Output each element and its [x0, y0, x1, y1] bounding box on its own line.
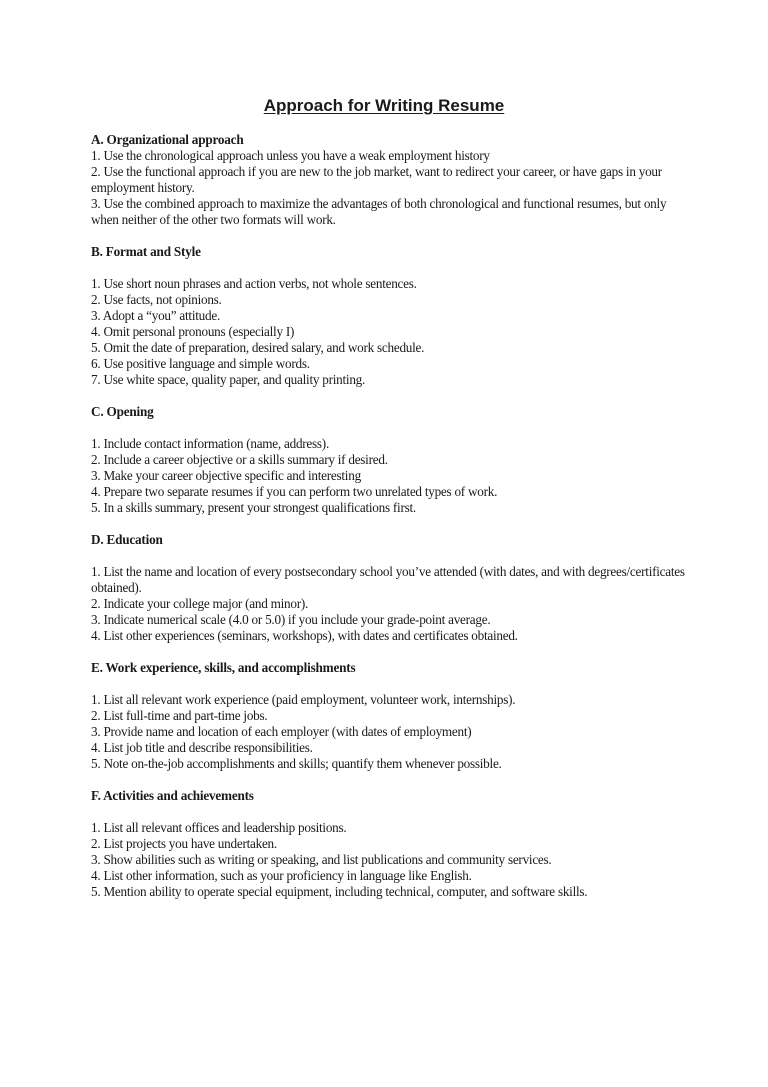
list-item: 1. Use short noun phrases and action verbs, not whole sentences.: [91, 276, 417, 291]
list-item: 2. List projects you have undertaken.: [91, 836, 277, 851]
list-item: 5. Note on-the-job accomplishments and skills; quantify them whenever possible.: [91, 756, 502, 771]
section-format-and-style: [91, 244, 691, 388]
page-title: Approach for Writing Resume: [263, 96, 505, 115]
section-heading: C. Opening: [91, 404, 154, 419]
list-item: 6. Use positive language and simple words.: [91, 356, 310, 371]
list-item: 2. Use the functional approach if you are new to the job market, want to redirect your career, or have gaps in your employment history.: [91, 164, 662, 195]
section-heading: F. Activities and achievements: [91, 788, 254, 803]
list-item: 3. Adopt a “you” attitude.: [91, 308, 221, 323]
list-item: 2. Use facts, not opinions.: [91, 292, 222, 307]
list-item: 3. Provide name and location of each employer (with dates of employment): [91, 724, 472, 739]
list-item: 4. List other information, such as your proficiency in language like English.: [91, 868, 472, 883]
list-item: 5. In a skills summary, present your strongest qualifications first.: [91, 500, 416, 515]
list-item: 1. Use the chronological approach unless you have a weak employment history: [91, 148, 490, 163]
list-item: 7. Use white space, quality paper, and quality printing.: [91, 372, 366, 387]
list-item: 5. Omit the date of preparation, desired salary, and work schedule.: [91, 340, 425, 355]
list-item: 3. Indicate numerical scale (4.0 or 5.0) if you include your grade-point average.: [91, 612, 491, 627]
list-item: 3. Show abilities such as writing or speaking, and list publications and community services.: [91, 852, 552, 867]
section-heading: B. Format and Style: [91, 244, 201, 259]
list-item: 3. Make your career objective specific and interesting: [91, 468, 361, 483]
list-item: 3. Use the combined approach to maximize the advantages of both chronological and functional resumes, but only when neither of the other two formats will work.: [91, 196, 667, 227]
list-item: 2. Include a career objective or a skills summary if desired.: [91, 452, 388, 467]
list-item: 4. Prepare two separate resumes if you can perform two unrelated types of work.: [91, 484, 498, 499]
section-education: [91, 532, 691, 644]
section-heading: E. Work experience, skills, and accomplishments: [91, 660, 356, 675]
section-organizational-approach: [91, 132, 691, 228]
list-item: 2. Indicate your college major (and minor).: [91, 596, 309, 611]
list-item: 4. List other experiences (seminars, workshops), with dates and certificates obtained.: [91, 628, 518, 643]
document-body: [91, 132, 691, 916]
list-item: 1. List all relevant work experience (paid employment, volunteer work, internships).: [91, 692, 516, 707]
list-item: 4. Omit personal pronouns (especially I): [91, 324, 295, 339]
section-work-experience: [91, 660, 691, 772]
section-heading: D. Education: [91, 532, 163, 547]
list-item: 1. List all relevant offices and leadership positions.: [91, 820, 347, 835]
list-item: 1. List the name and location of every postsecondary school you’ve attended (with dates, and with degrees/certificates obtained).: [91, 564, 685, 595]
list-item: 2. List full-time and part-time jobs.: [91, 708, 268, 723]
section-activities-and-achievements: [91, 788, 691, 900]
section-opening: [91, 404, 691, 516]
list-item: 1. Include contact information (name, address).: [91, 436, 329, 451]
list-item: 5. Mention ability to operate special equipment, including technical, computer, and software skills.: [91, 884, 588, 899]
list-item: 4. List job title and describe responsibilities.: [91, 740, 313, 755]
section-heading: A. Organizational approach: [91, 132, 244, 147]
